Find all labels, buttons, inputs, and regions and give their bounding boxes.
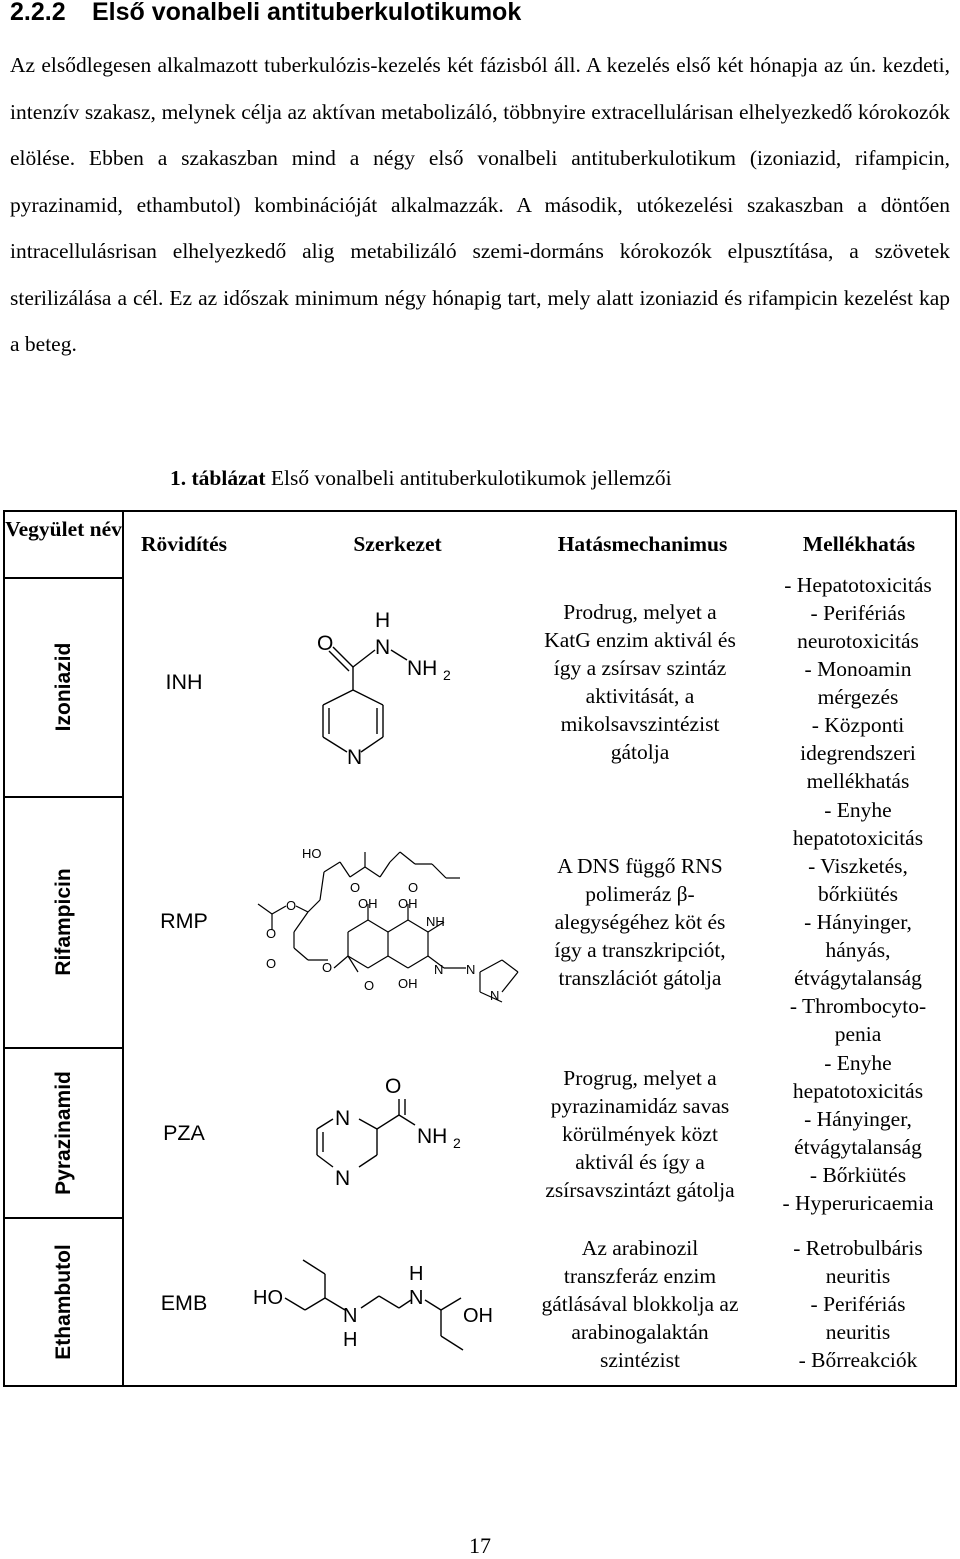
body-paragraph: Az elsődlegesen alkalmazott tuberkulózis-kezelés két fázisból áll. A kezelés első két hónapja az ún. kezdeti, intenzív szakasz, melynek célja az aktívan metabolizáló, többnyire extracellulárisan elhelyezkedő kórokozók elölése. Ebben a szakaszban mind a négy első vonalbeli antituberkulotikum (izoniazid, rifampicin, pyrazinamid, ethambutol) kombinációját alkalmazzák. A második, utókezelési szakaszban a döntően intracellulásrisan elhelyezkedő alig metabilizáló szemi-dormáns kórokozók elpusztítása, a szövetek sterilizálása a cél. Ez az időszak minimum négy hónapig tart, mely alatt izoniazid és rifampicin kezelést kap a beteg. bbox=[10, 53, 950, 356]
hydrogen-label: H bbox=[343, 1329, 358, 1351]
rifampicin-structure-drawing bbox=[250, 822, 520, 1012]
abbreviation: INH bbox=[165, 670, 203, 694]
subscript-label: 2 bbox=[453, 1135, 461, 1151]
name-cell bbox=[5, 1048, 122, 1217]
ethambutol-structure-drawing bbox=[245, 1232, 520, 1382]
hydroxyl-label: OH bbox=[463, 1305, 493, 1327]
mechanism-line: transzferáz enzim bbox=[563, 1264, 717, 1288]
mechanism-line: gátlásával blokkolja az bbox=[541, 1292, 739, 1316]
mechanism-line: A DNS függő RNS bbox=[557, 854, 723, 878]
drug-table bbox=[3, 510, 957, 1387]
side-effect-line: - Monoamin bbox=[804, 657, 912, 681]
nitrogen-label: N bbox=[409, 1287, 424, 1309]
side-effect-line: - Hányinger, bbox=[804, 1107, 912, 1131]
hydroxyl-label: HO bbox=[253, 1287, 283, 1309]
atom-label: N bbox=[434, 962, 444, 977]
name-cell bbox=[5, 797, 122, 1047]
side-effect-line: idegrendszeri bbox=[800, 741, 916, 765]
mechanism-line: gátolja bbox=[610, 740, 670, 764]
atom-label: HO bbox=[302, 846, 322, 861]
abbreviation: EMB bbox=[160, 1291, 208, 1315]
mechanism-line: Prodrug, melyet a bbox=[563, 600, 717, 624]
side-effect-line: - Enyhe bbox=[824, 798, 892, 822]
header-name: Vegyület név bbox=[5, 517, 122, 541]
ring-nitrogen-label: N bbox=[347, 746, 363, 769]
side-effect-line: - Bőrkiütés bbox=[809, 1163, 907, 1187]
side-effect-line: - Bőrreakciók bbox=[798, 1348, 918, 1372]
side-effect-line: hepatotoxicitás bbox=[792, 1079, 924, 1103]
side-effect-line: neuritis bbox=[825, 1320, 891, 1344]
atom-label: O bbox=[322, 960, 333, 975]
mechanism-line: aktivitását, a bbox=[585, 684, 695, 708]
atom-label: O bbox=[364, 978, 375, 993]
side-effect-line: étvágytalanság bbox=[794, 966, 922, 990]
mechanism-cell bbox=[520, 1064, 760, 1204]
mechanism-line: így a zsírsav szintáz bbox=[553, 656, 727, 680]
name-cell bbox=[5, 1218, 122, 1386]
mechanism-line: alegységéhez köt és bbox=[554, 910, 726, 934]
side-effect-line: - Retrobulbáris bbox=[793, 1236, 923, 1260]
mechanism-cell bbox=[520, 852, 760, 992]
side-effect-line: - Perifériás bbox=[810, 1292, 906, 1316]
side-effects-cell bbox=[762, 571, 954, 795]
nitrogen-label: N bbox=[375, 636, 391, 659]
side-effect-line: - Enyhe bbox=[824, 1051, 892, 1075]
atom-label: OH bbox=[358, 896, 378, 911]
nitrogen-label: N bbox=[343, 1305, 358, 1327]
header-abbr: Rövidítés bbox=[141, 532, 227, 556]
mechanism-line: polimeráz β- bbox=[585, 882, 695, 906]
hydrogen-label: H bbox=[375, 609, 391, 632]
mechanism-line: KatG enzim aktivál és bbox=[544, 628, 736, 652]
atom-label: O bbox=[266, 956, 277, 971]
isoniazid-structure-drawing bbox=[295, 592, 495, 792]
mechanism-line: arabinogalaktán bbox=[571, 1320, 709, 1344]
side-effect-line: - Perifériás bbox=[810, 601, 906, 625]
oxygen-label: O bbox=[317, 632, 334, 655]
pyrazinamide-structure bbox=[295, 1067, 495, 1202]
mechanism-line: Az arabinozil bbox=[581, 1236, 699, 1260]
atom-label: O bbox=[350, 880, 361, 895]
atom-label: OH bbox=[398, 976, 418, 991]
compound-name: Rifampicin bbox=[51, 868, 75, 976]
side-effect-line: neuritis bbox=[825, 1264, 891, 1288]
side-effect-line: - Hyperuricaemia bbox=[782, 1191, 934, 1215]
side-effect-line: - Hepatotoxicitás bbox=[784, 573, 932, 597]
hydrogen-label: H bbox=[409, 1263, 424, 1285]
atom-label: N bbox=[490, 988, 500, 1003]
atom-label: N bbox=[466, 962, 476, 977]
side-effect-line: - Központi bbox=[811, 713, 905, 737]
mechanism-line: zsírsavszintázt gátolja bbox=[545, 1178, 735, 1202]
compound-name: Ethambutol bbox=[51, 1244, 75, 1360]
atom-label: O bbox=[408, 880, 419, 895]
mechanism-line: szintézist bbox=[599, 1348, 680, 1372]
header-side-effects: Mellékhatás bbox=[802, 532, 916, 556]
mechanism-line: aktivál és így a bbox=[575, 1150, 705, 1174]
section-number: 2.2.2 bbox=[10, 0, 66, 26]
isoniazid-structure bbox=[295, 592, 495, 792]
column-divider bbox=[122, 512, 124, 1385]
side-effect-line: - Viszketés, bbox=[808, 854, 908, 878]
side-effect-line: étvágytalanság bbox=[794, 1135, 922, 1159]
oxygen-label: O bbox=[385, 1075, 402, 1098]
side-effect-line: neurotoxicitás bbox=[797, 629, 919, 653]
mechanism-line: mikolsavszintézist bbox=[560, 712, 720, 736]
side-effects-cell bbox=[762, 1049, 954, 1217]
nitrogen-label: N bbox=[335, 1107, 351, 1130]
header-mechanism: Hatásmechanimus bbox=[557, 532, 728, 556]
side-effect-line: mellékhatás bbox=[806, 769, 910, 793]
mechanism-line: pyrazinamidáz savas bbox=[550, 1094, 730, 1118]
side-effect-line: - Thrombocyto- bbox=[789, 994, 927, 1018]
atom-label: NH bbox=[426, 914, 445, 929]
compound-name: Pyrazinamid bbox=[51, 1070, 75, 1195]
mechanism-line: körülmények közt bbox=[562, 1122, 718, 1146]
section-heading bbox=[10, 0, 521, 27]
mechanism-line: így a transzkripciót, bbox=[554, 938, 726, 962]
mechanism-line: Progrug, melyet a bbox=[563, 1066, 717, 1090]
abbreviation: RMP bbox=[160, 909, 208, 933]
side-effect-line: penia bbox=[834, 1022, 882, 1046]
mechanism-cell bbox=[520, 1234, 760, 1374]
amine-label: NH bbox=[417, 1125, 448, 1148]
atom-label: O bbox=[266, 926, 277, 941]
compound-name: Izoniazid bbox=[51, 642, 75, 732]
atom-label: O bbox=[286, 898, 297, 913]
page-number: 17 bbox=[469, 1533, 491, 1558]
side-effects-cell bbox=[762, 796, 954, 1048]
rifampicin-structure bbox=[250, 822, 520, 1012]
caption-label: 1. táblázat bbox=[170, 466, 266, 490]
abbreviation: PZA bbox=[163, 1121, 205, 1145]
section-title: Első vonalbeli antituberkulotikumok bbox=[92, 0, 522, 26]
mechanism-line: transzlációt gátolja bbox=[558, 966, 722, 990]
ethambutol-structure bbox=[245, 1232, 520, 1382]
side-effect-line: bőrkiütés bbox=[817, 882, 899, 906]
side-effect-line: hepatotoxicitás bbox=[792, 826, 924, 850]
pyrazinamide-structure-drawing bbox=[295, 1067, 495, 1202]
atom-label: OH bbox=[398, 896, 418, 911]
side-effect-line: hányás, bbox=[825, 938, 891, 962]
mechanism-cell bbox=[520, 598, 760, 766]
side-effect-line: mérgezés bbox=[817, 685, 899, 709]
header-structure: Szerkezet bbox=[353, 532, 442, 556]
nitrogen-label: N bbox=[335, 1167, 351, 1190]
side-effects-cell bbox=[762, 1234, 954, 1374]
amine-label: NH bbox=[407, 657, 438, 680]
subscript-label: 2 bbox=[443, 667, 451, 683]
side-effect-line: - Hányinger, bbox=[804, 910, 912, 934]
name-cell bbox=[5, 578, 122, 796]
caption-text: Első vonalbeli antituberkulotikumok jellemzői bbox=[265, 466, 672, 490]
table-caption bbox=[170, 466, 672, 491]
